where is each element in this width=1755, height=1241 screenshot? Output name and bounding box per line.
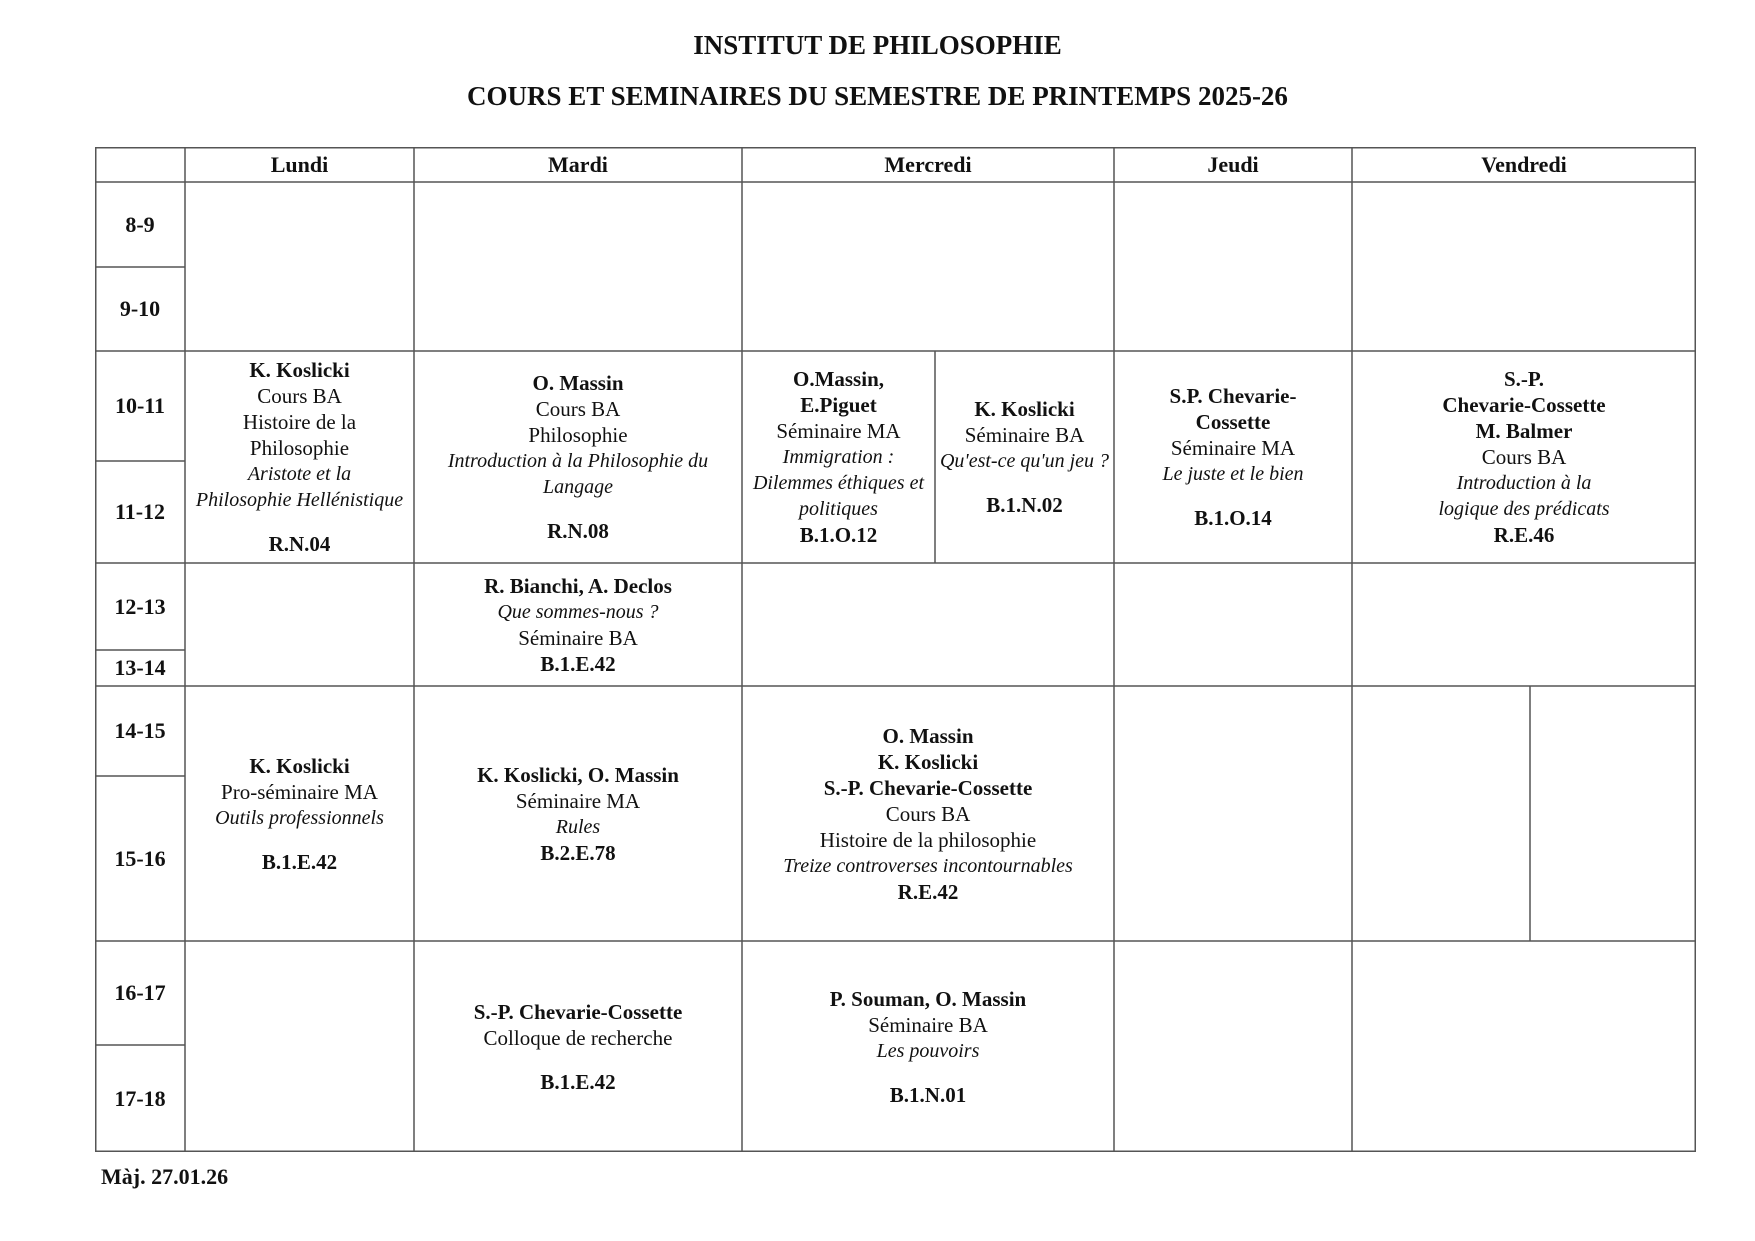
course-room: R.N.08 bbox=[547, 519, 609, 543]
course-subject: Philosophie bbox=[249, 436, 350, 460]
course-type: Cours BA bbox=[257, 384, 342, 408]
time-slot: 14-15 bbox=[114, 718, 166, 743]
time-slot: 9-10 bbox=[119, 296, 161, 321]
course-title: Le juste et le bien bbox=[1162, 463, 1304, 485]
course-teacher: K. Koslicki bbox=[249, 358, 350, 382]
time-slot: 15-16 bbox=[114, 845, 166, 871]
course-block-mardi-14-16 bbox=[414, 686, 742, 941]
course-title: Outils professionnels bbox=[215, 806, 384, 829]
course-type: Séminaire BA bbox=[518, 625, 638, 650]
course-room: R.E.46 bbox=[1493, 523, 1555, 547]
course-title: Les pouvoirs bbox=[876, 1039, 980, 1062]
course-teacher: K. Koslicki bbox=[249, 753, 350, 778]
course-teacher: O. Massin bbox=[532, 371, 624, 395]
course-subject: Histoire de la philosophie bbox=[819, 827, 1037, 852]
course-type: Cours BA bbox=[885, 801, 971, 826]
course-teacher: P. Souman, O. Massin bbox=[829, 986, 1027, 1011]
course-title: Qu'est-ce qu'un jeu ? bbox=[939, 450, 1110, 472]
time-slot: 10-11 bbox=[114, 393, 166, 418]
course-block-lundi-14-16 bbox=[185, 686, 414, 941]
course-title: Introduction à la Philosophie du bbox=[447, 450, 709, 472]
day-header-vendredi: Vendredi bbox=[1481, 151, 1567, 177]
course-block-mercredi-16-18 bbox=[742, 941, 1114, 1152]
course-room: B.1.N.01 bbox=[889, 1082, 967, 1107]
page-subtitle: COURS ET SEMINAIRES DU SEMESTRE DE PRINTEMPS 2025-26 bbox=[467, 81, 1288, 111]
course-type: Colloque de recherche bbox=[483, 1025, 673, 1050]
course-room: B.2.E.78 bbox=[540, 840, 616, 865]
time-slot: 17-18 bbox=[114, 1085, 166, 1111]
course-type: Séminaire MA bbox=[515, 788, 641, 813]
course-type: Séminaire MA bbox=[1170, 436, 1296, 460]
course-block-lundi-10-12 bbox=[185, 351, 414, 563]
course-block-mardi-16-18 bbox=[414, 941, 742, 1152]
course-title: politiques bbox=[799, 498, 878, 520]
course-type: Pro-séminaire MA bbox=[221, 779, 378, 804]
course-title: logique des prédicats bbox=[1438, 498, 1610, 520]
course-teacher: Cossette bbox=[1195, 410, 1271, 434]
course-teacher: S.-P. Chevarie-Cossette bbox=[823, 775, 1033, 800]
course-type: Séminaire BA bbox=[964, 423, 1085, 447]
course-room: B.1.E.42 bbox=[540, 651, 616, 676]
course-block-mercredi-10-12-b bbox=[935, 351, 1114, 563]
course-room: B.1.E.42 bbox=[540, 1069, 616, 1094]
course-type: Séminaire MA bbox=[776, 419, 901, 443]
day-header-lundi: Lundi bbox=[270, 151, 329, 177]
course-block-mercredi-14-16 bbox=[742, 686, 1114, 941]
course-title: Immigration : bbox=[782, 446, 895, 468]
course-room: B.1.O.12 bbox=[799, 523, 878, 547]
course-teacher: S.-P. Chevarie-Cossette bbox=[473, 999, 683, 1024]
course-teacher: O. Massin bbox=[882, 723, 974, 748]
schedule-table bbox=[95, 147, 1696, 1152]
time-slot: 13-14 bbox=[114, 655, 166, 680]
course-teacher: S.P. Chevarie- bbox=[1169, 384, 1297, 408]
course-type: Cours BA bbox=[535, 397, 621, 421]
course-subject: Histoire de la bbox=[242, 410, 357, 434]
course-type: Séminaire BA bbox=[868, 1012, 988, 1037]
course-room: B.1.N.02 bbox=[986, 493, 1063, 517]
course-teacher: Chevarie-Cossette bbox=[1442, 393, 1606, 417]
course-type: Cours BA bbox=[1481, 445, 1567, 469]
day-header-mardi: Mardi bbox=[548, 151, 608, 177]
time-slot: 12-13 bbox=[114, 593, 166, 619]
course-room: R.N.04 bbox=[268, 532, 331, 556]
day-header-mercredi: Mercredi bbox=[884, 151, 972, 177]
course-title: Philosophie Hellénistique bbox=[195, 489, 404, 511]
update-date: Màj. 27.01.26 bbox=[101, 1164, 229, 1189]
course-title: Langage bbox=[543, 476, 613, 498]
course-teacher: K. Koslicki bbox=[974, 397, 1075, 421]
course-teacher: K. Koslicki bbox=[877, 749, 979, 774]
time-slot: 8-9 bbox=[125, 211, 155, 237]
course-room: B.1.E.42 bbox=[261, 849, 338, 874]
course-block-vendredi-10-12 bbox=[1352, 351, 1696, 563]
course-block-mardi-12-14 bbox=[414, 563, 742, 686]
course-room: B.1.O.14 bbox=[1194, 506, 1272, 530]
course-title: Que sommes-nous ? bbox=[497, 600, 659, 623]
course-teacher: E.Piguet bbox=[800, 393, 877, 417]
course-block-mardi-10-12 bbox=[414, 351, 742, 563]
course-block-mercredi-10-12-a bbox=[742, 351, 935, 563]
course-block-jeudi-10-12 bbox=[1114, 351, 1352, 563]
day-header-jeudi: Jeudi bbox=[1207, 151, 1259, 177]
course-room: R.E.42 bbox=[897, 879, 959, 904]
course-title: Rules bbox=[555, 815, 601, 838]
course-teacher: R. Bianchi, A. Declos bbox=[484, 573, 672, 598]
time-slot: 11-12 bbox=[114, 499, 166, 524]
course-teacher: K. Koslicki, O. Massin bbox=[477, 762, 679, 787]
course-title: Introduction à la bbox=[1456, 472, 1592, 494]
course-subject: Philosophie bbox=[528, 423, 628, 447]
course-teacher: O.Massin, bbox=[792, 367, 884, 391]
course-title: Dilemmes éthiques et bbox=[752, 472, 925, 494]
page-title: INSTITUT DE PHILOSOPHIE bbox=[693, 30, 1062, 60]
course-teacher: M. Balmer bbox=[1475, 419, 1573, 443]
course-title: Treize controverses incontournables bbox=[783, 854, 1073, 877]
course-title: Aristote et la bbox=[247, 463, 352, 485]
time-slot: 16-17 bbox=[114, 980, 166, 1005]
course-teacher: S.-P. bbox=[1503, 367, 1545, 391]
